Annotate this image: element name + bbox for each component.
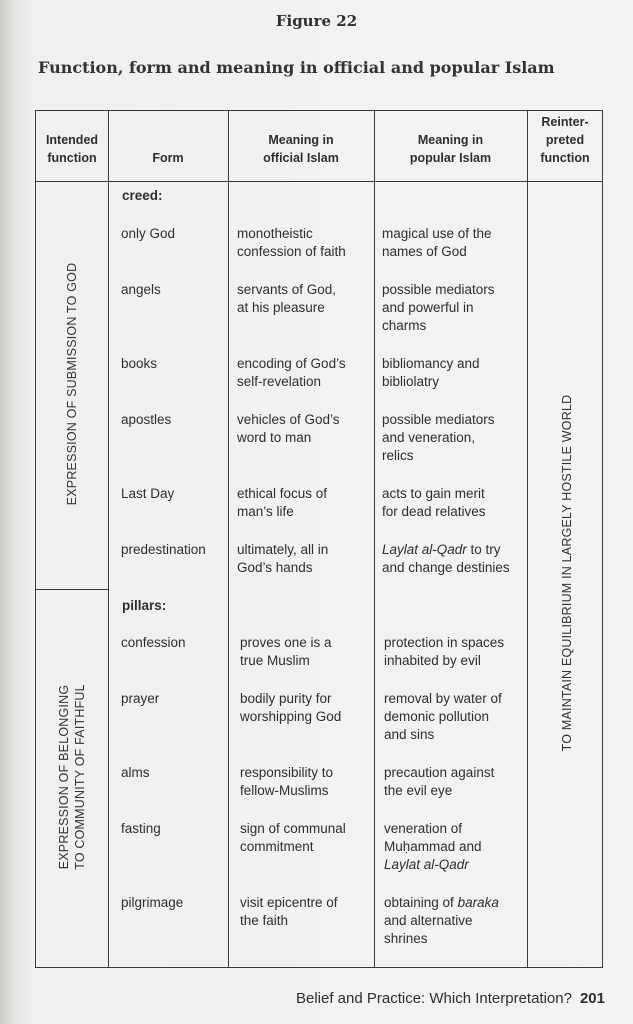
text-line: bibliolatry	[382, 374, 440, 389]
text-line: possible mediators	[382, 412, 495, 427]
official-meaning	[237, 541, 328, 577]
text-line: possible mediators	[382, 282, 495, 297]
text-line: commitment	[240, 839, 314, 854]
text-run: to try	[466, 542, 501, 557]
text-line: shrines	[384, 931, 428, 946]
text-line: man’s life	[237, 504, 294, 519]
text-line: relics	[382, 448, 414, 463]
header-line: preted	[545, 133, 585, 147]
text-line: veneration of	[384, 821, 463, 836]
text-line: the evil eye	[384, 783, 453, 798]
text-line: names of God	[382, 244, 467, 259]
text-line: magical use of the	[382, 226, 492, 241]
column-divider	[108, 110, 109, 968]
text-line: precaution against	[384, 765, 495, 780]
official-meaning	[240, 894, 338, 930]
reinterpreted-function-label: TO MAINTAIN EQUILIBRIUM IN LARGELY HOSTILE WORLD	[560, 394, 574, 752]
pillars-label: pillars:	[122, 598, 167, 613]
header-intended-function	[36, 131, 108, 167]
text-line: ultimately, all in	[237, 542, 329, 557]
popular-meaning	[384, 764, 494, 800]
popular-meaning	[384, 690, 502, 744]
official-meaning	[237, 411, 340, 447]
text-line: and change destinies	[382, 560, 510, 575]
popular-meaning	[384, 634, 504, 670]
popular-meaning	[382, 485, 486, 521]
official-meaning	[240, 634, 332, 670]
text-line: self-revelation	[237, 374, 322, 389]
text-line: worshipping God	[240, 709, 342, 724]
form-cell: prayer	[121, 691, 160, 706]
page-number: 201	[579, 990, 605, 1007]
header-line: function	[47, 151, 97, 165]
form-cell: books	[121, 356, 158, 371]
form-cell: predestination	[121, 542, 206, 557]
form-cell: angels	[121, 282, 161, 297]
italic-term: baraka	[457, 895, 499, 910]
text-line: for dead relatives	[382, 504, 486, 519]
text-line: God’s hands	[237, 560, 313, 575]
official-meaning	[240, 820, 346, 856]
text-line: responsibility to	[240, 765, 334, 780]
form-cell: apostles	[121, 412, 172, 427]
form-cell: Last Day	[121, 486, 175, 501]
header-line: Intended	[45, 133, 99, 147]
popular-meaning	[382, 225, 492, 261]
text-line	[384, 894, 499, 912]
official-meaning	[237, 355, 346, 391]
text-line: vehicles of God’s	[237, 412, 340, 427]
running-footer	[296, 990, 605, 1007]
text-line: fellow-Muslims	[240, 783, 329, 798]
text-line: word to man	[237, 430, 312, 445]
official-meaning	[237, 485, 327, 521]
text-line: Muḥammad and	[384, 839, 482, 854]
text-line: the faith	[240, 913, 289, 928]
header-popular	[374, 131, 527, 167]
figure-number: Figure 22	[275, 12, 358, 30]
popular-meaning	[382, 355, 480, 391]
text-line: bodily purity for	[240, 691, 332, 706]
text-run: obtaining of	[384, 895, 458, 910]
text-line: confession of faith	[237, 244, 346, 259]
text-line	[382, 541, 510, 559]
creed-function-label: EXPRESSION OF SUBMISSION TO GOD	[65, 262, 79, 506]
form-cell: pilgrimage	[121, 895, 184, 910]
header-form: Form	[152, 151, 184, 165]
figure-title: Function, form and meaning in official and popular Islam	[38, 58, 555, 77]
form-cell: fasting	[121, 821, 161, 836]
text-line: and veneration,	[382, 430, 476, 445]
header-line: popular Islam	[409, 151, 492, 165]
footer-title: Belief and Practice: Which Interpretation?	[295, 990, 572, 1007]
creed-label: creed:	[122, 188, 163, 203]
text-line: acts to gain merit	[382, 486, 485, 501]
pillars-function-label	[56, 684, 88, 870]
text-line	[384, 856, 482, 874]
text-line: and alternative	[384, 913, 473, 928]
column-divider	[374, 110, 375, 968]
header-line: Meaning in	[417, 133, 484, 147]
label-line: TO COMMUNITY OF FAITHFUL	[73, 684, 87, 870]
text-line: bibliomancy and	[382, 356, 480, 371]
italic-term: Laylat al-Qadr	[382, 542, 467, 557]
form-cell: confession	[121, 635, 186, 650]
text-line: visit epicentre of	[240, 895, 338, 910]
official-meaning	[237, 225, 346, 261]
header-line: Reinter-	[541, 115, 589, 129]
column-divider	[527, 110, 528, 968]
text-line: protection in spaces	[384, 635, 505, 650]
header-line: official Islam	[263, 151, 339, 165]
official-meaning	[237, 281, 336, 317]
text-line: removal by water of	[384, 691, 502, 706]
header-rule	[35, 181, 603, 182]
text-line: charms	[382, 318, 427, 333]
official-meaning	[240, 690, 341, 726]
form-cell: only God	[121, 226, 176, 241]
popular-meaning	[384, 894, 499, 948]
text-line: servants of God,	[237, 282, 337, 297]
header-official	[228, 131, 374, 167]
popular-meaning	[382, 281, 495, 335]
official-meaning	[240, 764, 333, 800]
text-line: at his pleasure	[237, 300, 325, 315]
popular-meaning	[382, 541, 510, 577]
column-divider	[228, 110, 229, 968]
label-line: EXPRESSION OF BELONGING	[57, 684, 71, 870]
text-line: encoding of God’s	[237, 356, 346, 371]
section-divider	[35, 589, 108, 590]
popular-meaning	[384, 820, 482, 874]
italic-term: Laylat al-Qadr	[384, 857, 469, 872]
header-reinterpreted	[527, 113, 603, 167]
text-line: sign of communal	[240, 821, 346, 836]
header-line: Meaning in	[268, 133, 334, 147]
text-line: monotheistic	[237, 226, 313, 241]
text-line: and sins	[384, 727, 435, 742]
text-line: ethical focus of	[237, 486, 328, 501]
text-line: inhabited by evil	[384, 653, 481, 668]
text-line: true Muslim	[240, 653, 310, 668]
text-line: and powerful in	[382, 300, 474, 315]
header-line: function	[540, 151, 590, 165]
popular-meaning	[382, 411, 495, 465]
text-line: demonic pollution	[384, 709, 490, 724]
text-line: proves one is a	[240, 635, 332, 650]
form-cell: alms	[121, 765, 150, 780]
